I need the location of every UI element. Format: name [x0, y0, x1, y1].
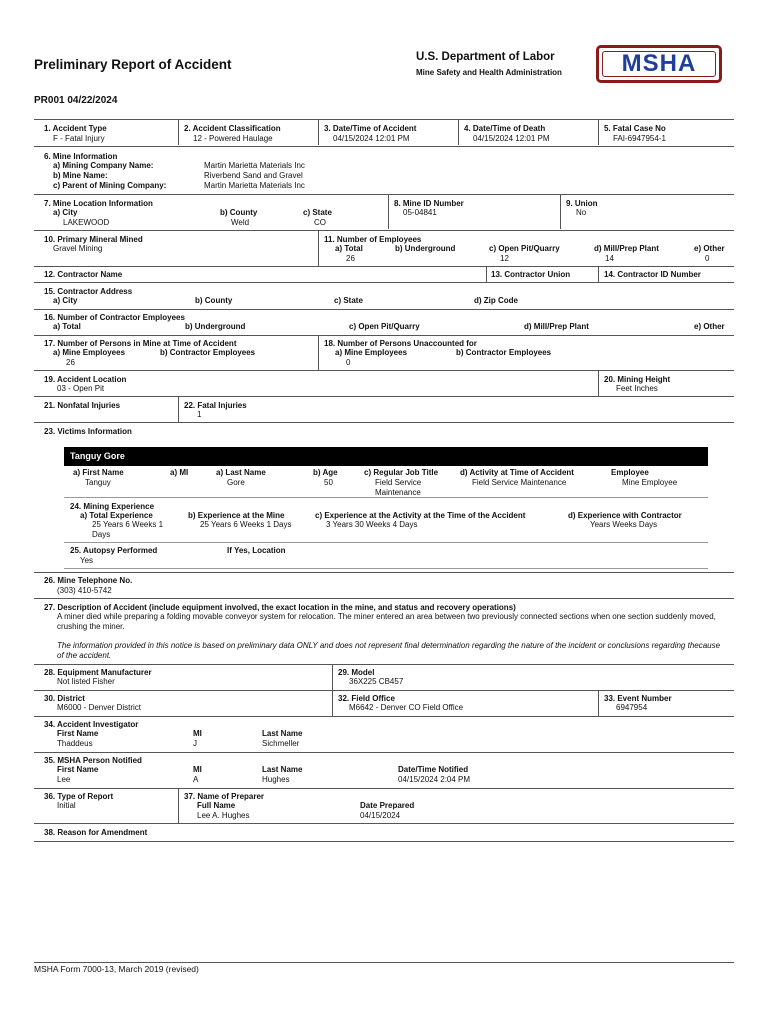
- county-value: Weld: [231, 218, 250, 227]
- total-experience-label: a) Total Experience: [80, 511, 153, 520]
- victim-job-label: c) Regular Job Title: [364, 468, 439, 477]
- description-text: A miner died while preparing a folding movable conveyor system for relocation. The miner entered an area between two previously connected sections when one section suddenly moved, crushing the miner.: [57, 612, 716, 631]
- victim-name-bar: [64, 447, 708, 466]
- date-prepared-label: Date Prepared: [360, 801, 415, 810]
- county-label: b) County: [220, 208, 258, 217]
- victim-employee-value: Mine Employee: [622, 478, 678, 487]
- victim-job-value-1: Field Service: [375, 478, 422, 487]
- manufacturer-value: Not listed Fisher: [57, 677, 115, 686]
- field-office-label: 32. Field Office: [338, 694, 395, 703]
- employees-other-label: e) Other: [694, 244, 725, 253]
- mine-experience-label: b) Experience at the Mine: [188, 511, 285, 520]
- fatal-injuries-value: 1: [197, 410, 202, 419]
- mine-name-label: b) Mine Name:: [53, 171, 108, 180]
- unaccounted-mine-value: 0: [346, 358, 351, 367]
- accident-datetime-value: 04/15/2024 12:01 PM: [333, 134, 410, 143]
- contractor-employees-label: 16. Number of Contractor Employees: [44, 313, 185, 322]
- city-label: a) City: [53, 208, 78, 217]
- form-id: MSHA Form 7000-13, March 2019 (revised): [34, 964, 199, 974]
- district-label: 30. District: [44, 694, 85, 703]
- notified-label: 35. MSHA Person Notified: [44, 756, 142, 765]
- total-experience-value-1: 25 Years 6 Weeks 1: [92, 520, 164, 529]
- mine-experience-value: 25 Years 6 Weeks 1 Days: [200, 520, 292, 529]
- mine-id-label: 8. Mine ID Number: [394, 199, 464, 208]
- investigator-label: 34. Accident Investigator: [44, 720, 139, 729]
- event-number-value: 6947954: [616, 703, 648, 712]
- investigator-mi-value: J: [193, 739, 197, 748]
- victim-first-name-label: a) First Name: [73, 468, 124, 477]
- death-datetime-label: 4. Date/Time of Death: [464, 124, 546, 133]
- preparer-full-name-value: Lee A. Hughes: [197, 811, 250, 820]
- notified-first-label: First Name: [57, 765, 99, 774]
- district-value: M6000 - Denver District: [57, 703, 142, 712]
- state-label: c) State: [303, 208, 332, 217]
- report-type-label: 36. Type of Report: [44, 792, 114, 801]
- employees-total-label: a) Total: [335, 244, 363, 253]
- contractor-city-label: a) City: [53, 296, 78, 305]
- union-label: 9. Union: [566, 199, 598, 208]
- mining-height-value: Feet Inches: [616, 384, 658, 393]
- description-label: 27. Description of Accident (include equipment involved, the exact location in the mine, and status and recovery operations): [44, 603, 516, 612]
- report-type-value: Initial: [57, 801, 76, 810]
- victim-age-value: 50: [324, 478, 333, 487]
- contractor-experience-label: d) Experience with Contractor: [568, 511, 682, 520]
- manufacturer-label: 28. Equipment Manufacturer: [44, 668, 152, 677]
- contractor-experience-value: Years Weeks Days: [590, 520, 658, 529]
- persons-mine-employees-value: 26: [66, 358, 75, 367]
- autopsy-value: Yes: [80, 556, 94, 565]
- union-value: No: [576, 208, 587, 217]
- victim-last-name-label: a) Last Name: [216, 468, 266, 477]
- contractor-id-label: 14. Contractor ID Number: [604, 270, 701, 279]
- event-number-label: 33. Event Number: [604, 694, 672, 703]
- parent-company-label: c) Parent of Mining Company:: [53, 181, 167, 190]
- preparer-label: 37. Name of Preparer: [184, 792, 265, 801]
- employees-label: 11. Number of Employees: [324, 235, 422, 244]
- persons-contractor-employees-label: b) Contractor Employees: [160, 348, 256, 357]
- classification-value: 12 - Powered Haulage: [193, 134, 273, 143]
- employees-open-pit-label: c) Open Pit/Quarry: [489, 244, 560, 253]
- date-prepared-value: 04/15/2024: [360, 811, 401, 820]
- accident-location-value: 03 - Open Pit: [57, 384, 105, 393]
- contractor-union-label: 13. Contractor Union: [491, 270, 571, 279]
- mining-company-label: a) Mining Company Name:: [53, 161, 154, 170]
- contractor-mill-label: d) Mill/Prep Plant: [524, 322, 589, 331]
- employees-underground-label: b) Underground: [395, 244, 456, 253]
- model-label: 29. Model: [338, 668, 375, 677]
- notified-first-value: Lee: [57, 775, 71, 784]
- employees-total-value: 26: [346, 254, 355, 263]
- notified-mi-value: A: [193, 775, 199, 784]
- page-title: Preliminary Report of Accident: [34, 57, 232, 72]
- telephone-label: 26. Mine Telephone No.: [44, 576, 133, 585]
- telephone-value: (303) 410-5742: [57, 586, 112, 595]
- victim-employee-label: Employee: [611, 468, 649, 477]
- mining-company-value: Martin Marietta Materials Inc: [204, 161, 305, 170]
- persons-in-mine-label: 17. Number of Persons in Mine at Time of Accident: [44, 339, 237, 348]
- investigator-last-value: Sichmeller: [262, 739, 300, 748]
- contractor-county-label: b) County: [195, 296, 233, 305]
- unaccounted-contractor-label: b) Contractor Employees: [456, 348, 552, 357]
- total-experience-value-2: Days: [92, 530, 111, 539]
- mining-height-label: 20. Mining Height: [604, 375, 671, 384]
- activity-experience-label: c) Experience at the Activity at the Time of the Accident: [315, 511, 526, 520]
- accident-location-label: 19. Accident Location: [44, 375, 127, 384]
- fatal-case-label: 5. Fatal Case No: [604, 124, 666, 133]
- primary-mineral-value: Gravel Mining: [53, 244, 103, 253]
- msha-logo: [596, 45, 722, 83]
- logo-text: MSHA: [621, 50, 697, 77]
- notified-datetime-label: Date/Time Notified: [398, 765, 469, 774]
- victim-mi-label: a) MI: [170, 468, 189, 477]
- investigator-last-label: Last Name: [262, 729, 303, 738]
- contractor-total-label: a) Total: [53, 322, 81, 331]
- victim-name: Tanguy Gore: [70, 451, 125, 461]
- persons-mine-employees-label: a) Mine Employees: [53, 348, 126, 357]
- victim-last-name-value: Gore: [227, 478, 245, 487]
- unaccounted-mine-label: a) Mine Employees: [335, 348, 408, 357]
- contractor-open-pit-label: c) Open Pit/Quarry: [349, 322, 420, 331]
- location-label: 7. Mine Location Information: [44, 199, 153, 208]
- victim-age-label: b) Age: [313, 468, 338, 477]
- victim-first-name-value: Tanguy: [85, 478, 111, 487]
- unaccounted-label: 18. Number of Persons Unaccounted for: [324, 339, 477, 348]
- primary-mineral-label: 10. Primary Mineral Mined: [44, 235, 143, 244]
- autopsy-location-label: If Yes, Location: [227, 546, 286, 555]
- contractor-address-label: 15. Contractor Address: [44, 287, 133, 296]
- mine-id-value: 05-04841: [403, 208, 437, 217]
- sub-agency-name: Mine Safety and Health Administration: [416, 68, 562, 77]
- fatal-injuries-label: 22. Fatal Injuries: [184, 401, 247, 410]
- victim-activity-label: d) Activity at Time of Accident: [460, 468, 574, 477]
- accident-type-label: 1. Accident Type: [44, 124, 107, 133]
- employees-open-pit-value: 12: [500, 254, 509, 263]
- agency-name: U.S. Department of Labor: [416, 51, 555, 63]
- classification-label: 2. Accident Classification: [184, 124, 281, 133]
- city-value: LAKEWOOD: [63, 218, 110, 227]
- victims-label: 23. Victims Information: [44, 427, 132, 436]
- investigator-first-value: Thaddeus: [57, 739, 93, 748]
- contractor-underground-label: b) Underground: [185, 322, 246, 331]
- contractor-state-label: c) State: [334, 296, 363, 305]
- mine-info-label: 6. Mine Information: [44, 152, 118, 161]
- field-office-value: M6642 - Denver CO Field Office: [349, 703, 464, 712]
- nonfatal-injuries-label: 21. Nonfatal Injuries: [44, 401, 121, 410]
- contractor-zip-label: d) Zip Code: [474, 296, 518, 305]
- accident-datetime-label: 3. Date/Time of Accident: [324, 124, 417, 133]
- activity-experience-value: 3 Years 30 Weeks 4 Days: [326, 520, 418, 529]
- contractor-other-label: e) Other: [694, 322, 725, 331]
- mine-name-value: Riverbend Sand and Gravel: [204, 171, 303, 180]
- death-datetime-value: 04/15/2024 12:01 PM: [473, 134, 550, 143]
- victim-job-value-2: Maintenance: [375, 488, 421, 497]
- notified-last-label: Last Name: [262, 765, 303, 774]
- model-value: 36X225 CB457: [349, 677, 404, 686]
- autopsy-label: 25. Autopsy Performed: [70, 546, 158, 555]
- victim-activity-value: Field Service Maintenance: [472, 478, 567, 487]
- employees-other-value: 0: [705, 254, 710, 263]
- amendment-label: 38. Reason for Amendment: [44, 828, 148, 837]
- mining-experience-label: 24. Mining Experience: [70, 502, 155, 511]
- state-value: CO: [314, 218, 326, 227]
- parent-company-value: Martin Marietta Materials Inc: [204, 181, 305, 190]
- notified-datetime-value: 04/15/2024 2:04 PM: [398, 775, 471, 784]
- notified-last-value: Hughes: [262, 775, 290, 784]
- accident-type-value: F - Fatal Injury: [53, 134, 105, 143]
- contractor-name-label: 12. Contractor Name: [44, 270, 123, 279]
- investigator-mi-label: MI: [193, 729, 202, 738]
- disclaimer-text: The information provided in this notice is based on preliminary data ONLY and does not represent final determination regarding the nature of the incident or conclusions regarding thecause of the accident.: [57, 641, 721, 660]
- employees-mill-value: 14: [605, 254, 614, 263]
- employees-mill-label: d) Mill/Prep Plant: [594, 244, 659, 253]
- notified-mi-label: MI: [193, 765, 202, 774]
- investigator-first-label: First Name: [57, 729, 99, 738]
- report-id: PR001 04/22/2024: [34, 95, 118, 106]
- fatal-case-value: FAI-6947954-1: [613, 134, 666, 143]
- preparer-full-name-label: Full Name: [197, 801, 236, 810]
